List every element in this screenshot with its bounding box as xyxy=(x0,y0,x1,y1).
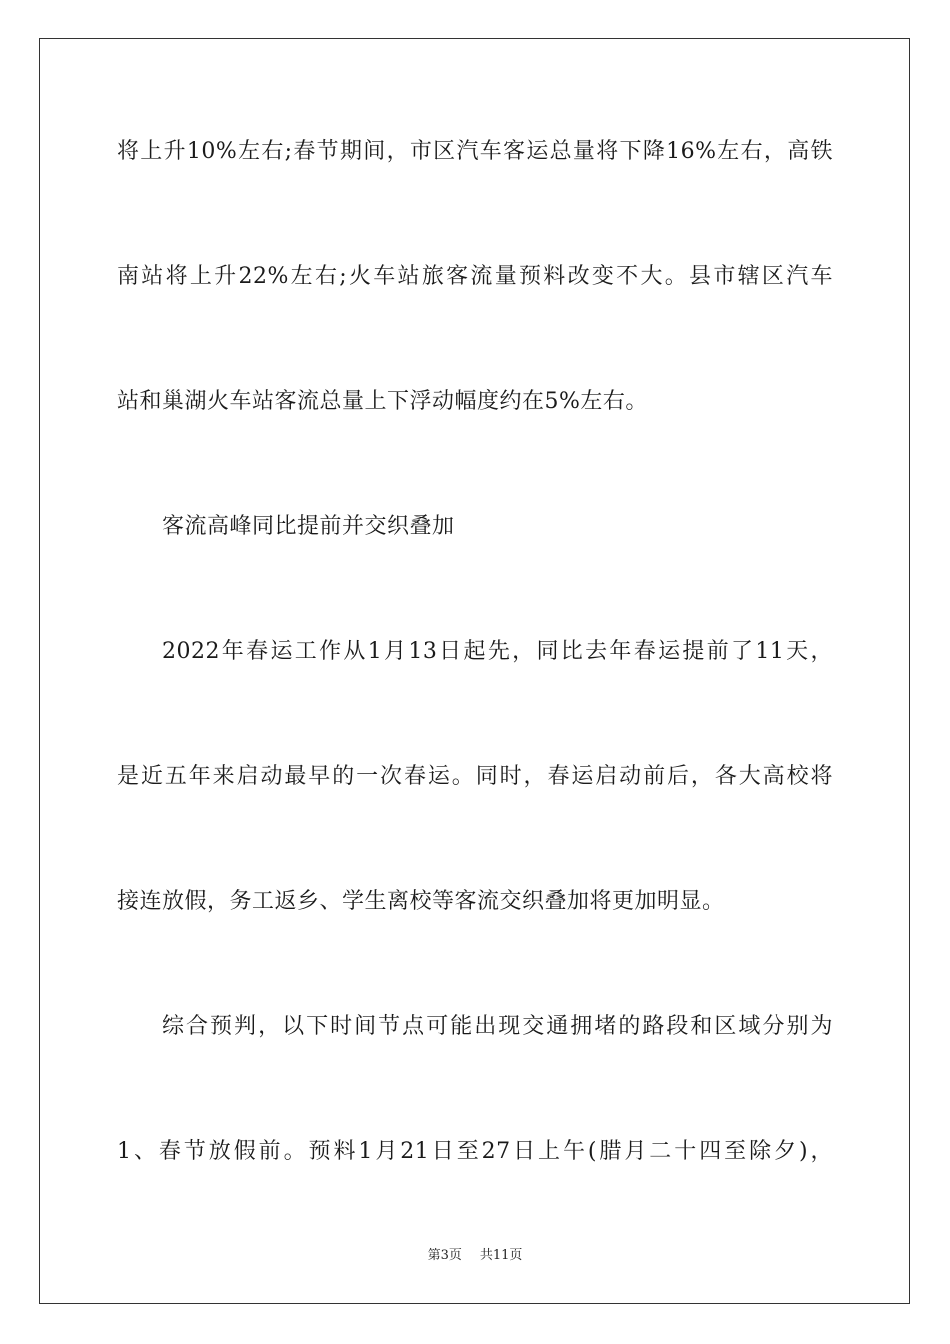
body-line-7: 接连放假，务工返乡、学生离校等客流交织叠加将更加明显。 xyxy=(117,889,725,914)
body-line-8: 综合预判，以下时间节点可能出现交通拥堵的路段和区域分别为 xyxy=(162,1014,833,1039)
body-line-6: 是近五年来启动最早的一次春运。同时，春运启动前后，各大高校将 xyxy=(117,764,833,789)
page-footer xyxy=(0,1247,950,1265)
section-heading: 客流高峰同比提前并交织叠加 xyxy=(162,514,455,539)
body-line-3: 站和巢湖火车站客流总量上下浮动幅度约在5%左右。 xyxy=(117,389,648,414)
page-border xyxy=(39,38,910,1304)
total-pages: 共11页 xyxy=(479,1248,523,1263)
body-line-5: 2022年春运工作从1月13日起先，同比去年春运提前了11天， xyxy=(162,639,833,664)
body-line-1: 将上升10%左右;春节期间，市区汽车客运总量将下降16%左右，高铁 xyxy=(117,139,833,164)
body-line-9: 1、春节放假前。预料1月21日至27日上午(腊月二十四至除夕)， xyxy=(117,1139,833,1164)
body-line-2: 南站将上升22%左右;火车站旅客流量预料改变不大。县市辖区汽车 xyxy=(117,264,833,289)
page-number: 第3页 xyxy=(427,1248,462,1263)
